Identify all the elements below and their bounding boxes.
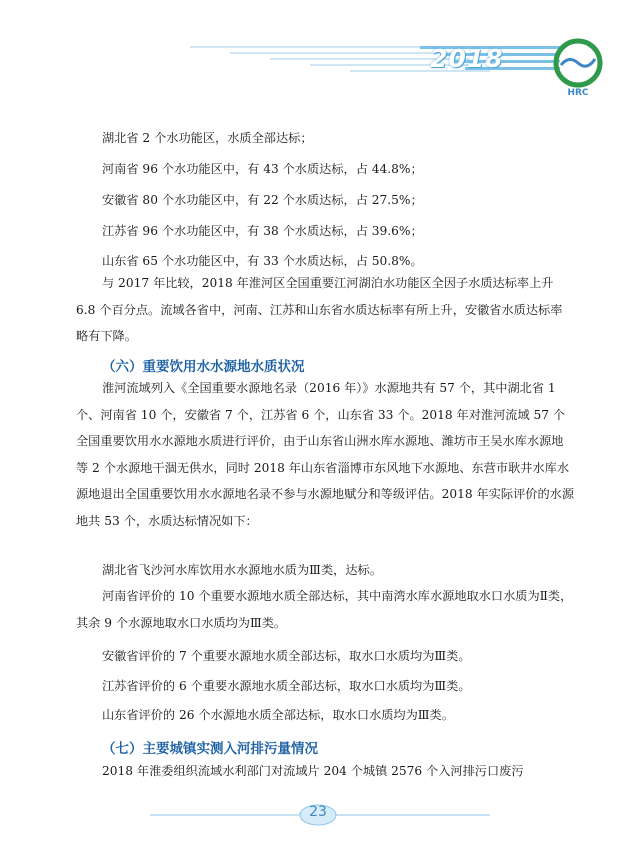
hrc-logo-icon: [547, 35, 609, 97]
line-anhui: 安徽省 80 个水功能区中，有 22 个水质达标，占 27.5%；: [102, 193, 423, 207]
line-henan: 河南省 96 个水功能区中，有 43 个水质达标，占 44.8%；: [102, 162, 423, 176]
source-line-shandong: 山东省评价的 26 个水源地水质全部达标，取水口水质均为Ⅲ类。: [102, 708, 454, 722]
page-number: 23: [309, 804, 327, 820]
line-hubei: 湖北省 2 个水功能区，水质全部达标；: [102, 131, 313, 145]
paragraph-water-sources: 淮河流域列入《全国重要水源地名录（2016 年）》水源地共有 57 个，其中湖北省 1 个、河南省 10 个，安徽省 7 个，江苏省 6 个，山东省 33 个。2018 年对淮河流域 57 个全国重要饮用水水源地水质进行评价，由于山东省山洲水库水源地、潍坊市王吴水库水源地等 2 个水源地干涸无供水，同时 2018 年山东省淄博市东风地下水源地、东营市耿井水库水源地退出全国重要饮用水水源地名录不参与水源地赋分和等级评估。2018 年实际评价的水源地共 53 个，水质达标情况如下：: [76, 381, 575, 528]
paragraph-comparison: 与 2017 年比较，2018 年淮河区全国重要江河湖泊水功能区全因子水质达标率上升 6.8 个百分点。流域各省中，河南、江苏和山东省水质达标率有所上升，安徽省水质达标率略有下降。: [76, 276, 563, 343]
source-line-jiangsu: 江苏省评价的 6 个重要水源地水质全部达标，取水口水质均为Ⅲ类。: [102, 679, 471, 693]
page-header: [0, 0, 635, 100]
source-line-henan: 河南省评价的 10 个重要水源地水质全部达标，其中南湾水库水源地取水口水质为Ⅱ类，其余 9 个水源地取水口水质均为Ⅲ类。: [76, 589, 573, 630]
source-line-hubei: 湖北省飞沙河水库饮用水水源地水质为Ⅲ类，达标。: [102, 563, 382, 577]
source-line-anhui: 安徽省评价的 7 个重要水源地水质全部达标，取水口水质均为Ⅲ类。: [102, 649, 471, 663]
line-shandong: 山东省 65 个水功能区中，有 33 个水质达标，占 50.8%。: [102, 254, 423, 268]
paragraph-sewage: 2018 年淮委组织流域水利部门对流域片 204 个城镇 2576 个入河排污口废污: [102, 764, 524, 778]
logo-text: HRC: [567, 88, 589, 97]
line-jiangsu: 江苏省 96 个水功能区中，有 38 个水质达标，占 39.6%；: [102, 224, 423, 238]
section-heading-6: （六）重要饮用水水源地水质状况: [102, 359, 305, 375]
section-heading-7: （七）主要城镇实测入河排污量情况: [102, 741, 318, 757]
header-year: 2018: [430, 44, 504, 73]
